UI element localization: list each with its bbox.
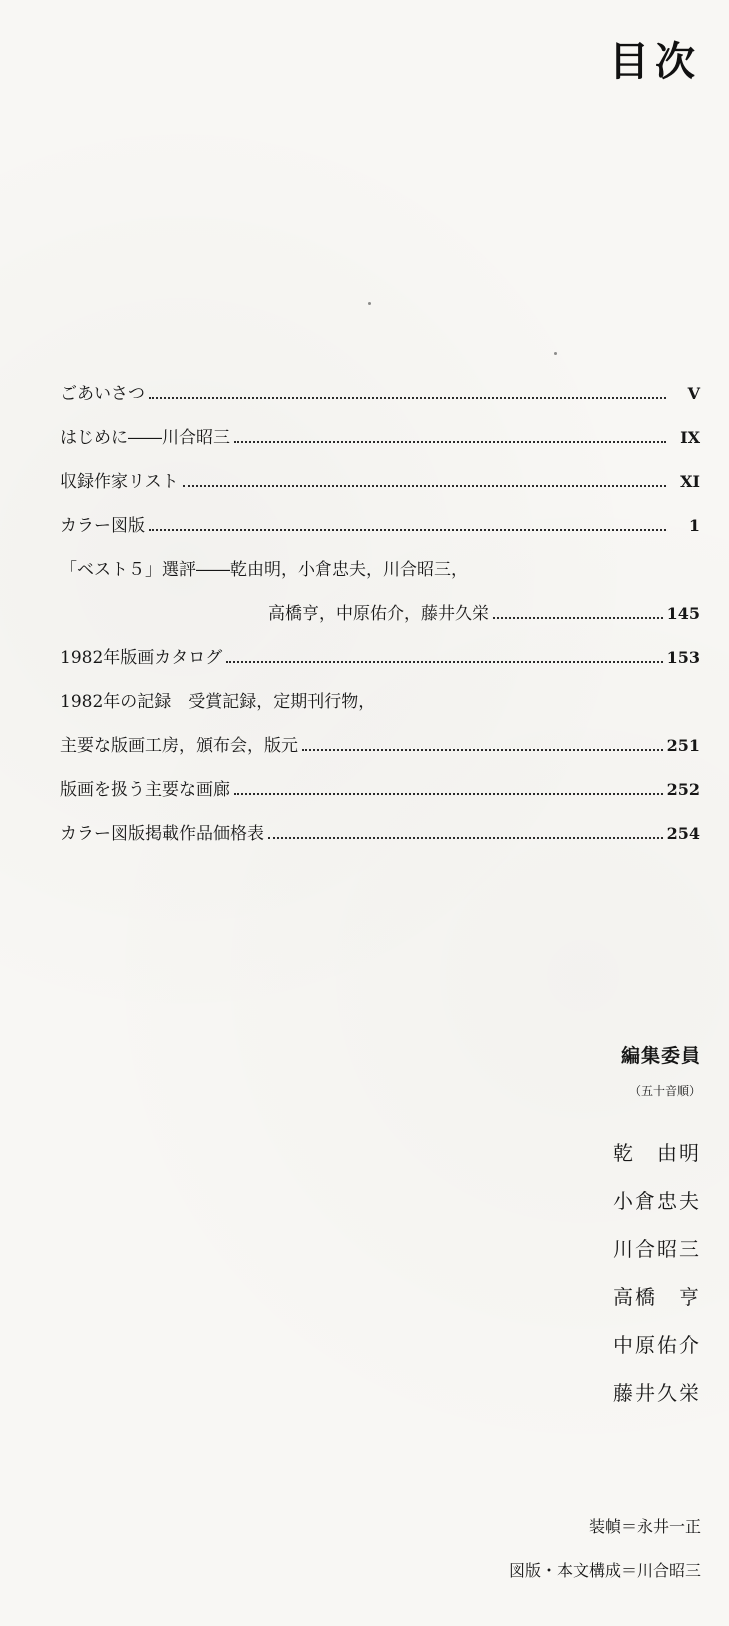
toc-entry-continuation (60, 731, 700, 775)
toc-entry-label: カラー図版掲載作品価格表 (60, 824, 264, 844)
leader-dots (149, 528, 666, 531)
toc-entry-label: ごあいさつ (60, 384, 145, 404)
leader-dots (302, 748, 663, 751)
toc-entry-label: 主要な版画工房，頒布会，版元 (60, 736, 298, 756)
toc-entry-page: 153 (666, 648, 700, 667)
toc-entry (60, 775, 700, 819)
leader-dots (183, 484, 666, 487)
paper-speck (554, 352, 557, 355)
leader-dots (268, 836, 663, 839)
toc-entry-page: 252 (666, 780, 700, 799)
toc-entry-label: カラー図版 (60, 516, 145, 536)
layout-credit: 図版・本文構成＝川合昭三 (508, 1561, 701, 1580)
toc-entry (60, 379, 700, 423)
editorial-committee (613, 1041, 701, 1417)
toc-entry-page: 251 (666, 736, 700, 755)
committee-heading: 編集委員 (620, 1045, 701, 1067)
toc-entry (60, 819, 700, 863)
design-credit: 装幀＝永井一正 (588, 1517, 701, 1536)
toc-entry (60, 643, 700, 687)
toc-entry-label: 1982年の記録 受賞記録，定期刊行物， (60, 692, 376, 712)
leader-dots (226, 660, 662, 663)
toc-entry-page: IX (680, 428, 700, 447)
toc-entry (60, 511, 700, 555)
committee-member: 高橋 亨 (613, 1285, 701, 1309)
leader-dots (149, 396, 666, 399)
paper-speck (368, 302, 371, 305)
toc-entry-page: 1 (688, 516, 700, 535)
toc-entry-page: XI (680, 472, 700, 491)
toc-entry-page: 254 (666, 824, 700, 843)
committee-member: 小倉忠夫 (613, 1189, 701, 1213)
toc-entry-page: 145 (666, 604, 700, 623)
toc-entry-page: V (687, 384, 700, 403)
toc-entry-label: 1982年版画カタログ (60, 648, 223, 668)
committee-order-note: （五十音順） (628, 1084, 701, 1098)
toc-entry-label: 高橋亨，中原佑介，藤井久栄 (268, 604, 489, 624)
committee-member: 川合昭三 (613, 1237, 701, 1261)
committee-member: 乾 由明 (613, 1141, 701, 1165)
table-of-contents (60, 379, 700, 863)
leader-dots (234, 440, 666, 443)
toc-entry-label: はじめに――川合昭三 (60, 428, 230, 448)
toc-entry-continuation (60, 599, 700, 643)
toc-entry (60, 555, 700, 599)
toc-entry-label: 「ベスト５」選評――乾由明，小倉忠夫，川合昭三， (60, 560, 468, 580)
toc-entry-label: 収録作家リスト (60, 472, 179, 492)
toc-entry (60, 423, 700, 467)
page-title: 目次 (609, 38, 701, 85)
leader-dots (493, 616, 663, 619)
leader-dots (234, 792, 663, 795)
toc-entry-label: 版画を扱う主要な画廊 (60, 780, 230, 800)
committee-member: 藤井久栄 (613, 1381, 701, 1405)
toc-entry (60, 467, 700, 511)
committee-member: 中原佑介 (613, 1333, 701, 1357)
toc-entry (60, 687, 700, 731)
production-credits (509, 1517, 701, 1605)
